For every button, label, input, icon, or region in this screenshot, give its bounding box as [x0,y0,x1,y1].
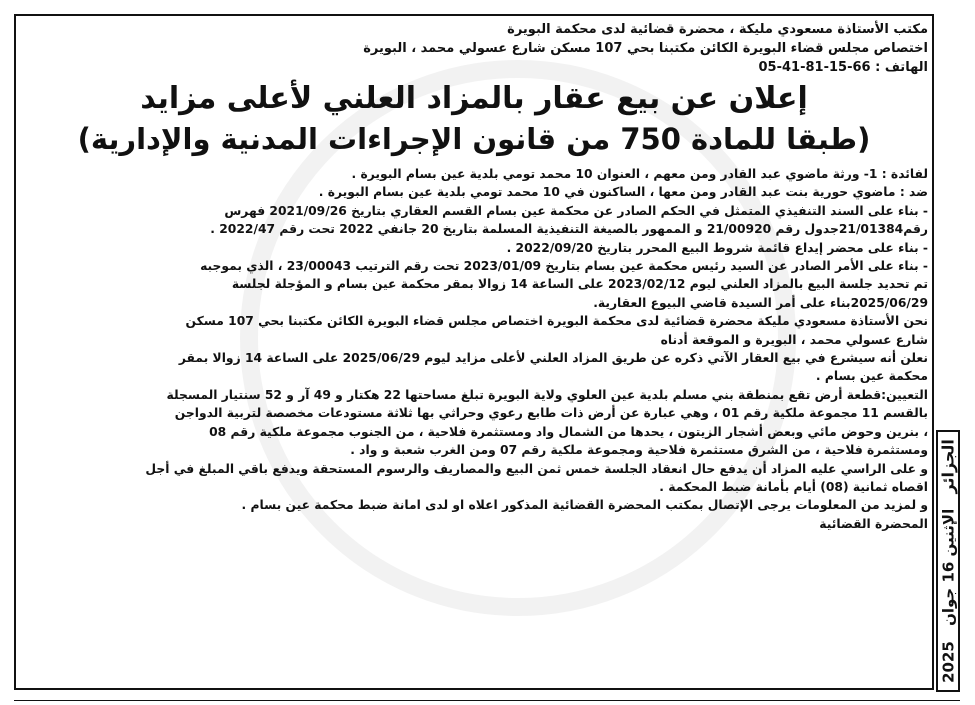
newspaper-logo: الجزائر [938,439,958,494]
body-line: ضد : ماضوي حورية بنت عبد القادر ومن معها ، الساكنون في 10 محمد تومي بلدية عين بسام البويرة . [318,185,928,200]
notice-content [20,20,928,533]
body-line: ومستثمرة فلاحية ، من الشرق مستثمرة فلاحية ومجموعة ملكية رقم 07 ومن الغرب شعبة و واد . [350,443,928,458]
body-line: لفائدة : 1- ورثة ماضوي عبد القادر ومن معهم ، العنوان 10 محمد تومي بلدية عين بسام البويرة . [351,167,928,181]
body-line: و لمزيد من المعلومات يرجى الإتصال بمكتب المحضرة القضائية المذكور اعلاه او لدى امانة ضبط محكمة عين بسام . [241,498,928,513]
bottom-rule [14,700,960,701]
header-phone: الهاتف : 66-15-81-41-05 [758,60,928,75]
body-line: و على الراسي عليه المزاد أن يدفع حال انعقاد الجلسة خمس ثمن البيع والمصاريف والرسوم المستحقة ويدفع باقي المبلغ في أجل [145,461,928,476]
body-line: نعلن أنه سيشرع في بيع العقار الآتي ذكره عن طريق المزاد العلني لأعلى مزايد ليوم 2025/06/29 على الساعة 14 زوالا بمقر [178,351,928,366]
body-line: محكمة عين بسام . [815,369,928,384]
body-line: اقصاه ثمانية (08) أيام بأمانة ضبط المحكمة . [659,479,928,494]
body-line: التعيين:قطعة أرض تقع بمنطقة بني مسلم بلدية عين العلوي ولاية البويرة تبلغ مساحتها 22 هكتار و 49 آر و 52 سنتيار المسجلة [166,387,928,402]
notice-body [20,165,928,515]
body-line: نحن الأستاذة مسعودي مليكة محضرة قضائية لدى محكمة البويرة اختصاص مجلس قضاء البويرة الكائن مكتبنا بحي 107 مسكن [185,314,928,329]
body-line: تم تحديد جلسة البيع بالمزاد العلني ليوم 2023/02/12 على الساعة 14 زوالا بمقر محكمة عين بسام و المؤجلة لجلسة [231,277,928,292]
body-line: شارع عسولي محمد ، البويرة و الموقعة أدناه [660,332,928,347]
body-line: - بناء على الأمر الصادر عن السيد رئيس محكمة عين بسام بتاريخ 2023/01/09 تحت رقم الترتيب 23/00043 ، الذي بموجبه [200,259,928,274]
header-jurisdiction: اختصاص مجلس قضاء البويرة الكائن مكتبنا بحي 107 مسكن شارع عسولي محمد ، البويرة [363,41,928,56]
body-line: - بناء على السند التنفيذي المتمثل في الحكم الصادر عن محكمة عين بسام القسم العقاري بتاريخ 2021/09/26 فهرس [224,203,928,218]
issue-year: 2025 [939,641,958,683]
newspaper-side-strip [936,430,960,692]
signature: المحضرة القضائية [819,516,928,531]
body-line: رقم21/01384جدول رقم 21/00920 و الممهور بالصيغة التنفيذية المسلمة بتاريخ 20 جانفي 2022 تحت رقم 2022/47 . [210,222,928,237]
header-office: مكتب الأستاذة مسعودي مليكة ، محضرة قضائية لدى محكمة البويرة [507,22,928,37]
body-line: بالقسم 11 مجموعة ملكية رقم 01 ، وهي عبارة عن أرض ذات طابع رعوي وحراثي بها ثلاثة مستودعات مخصصة لتربية الدواجن [174,406,928,421]
body-line: - بناء على محضر إيداع قائمة شروط البيع المحرر بتاريخ 2022/09/20 . [506,240,928,255]
body-line: ، بنرين وحوض مائي وبعض أشجار الزيتون ، يحدها من الشمال واد ومستثمرة فلاحية ، من الجنوب مجموعة ملكية رقم 08 [209,424,928,439]
issue-date: الإثنين 16 جوان [939,508,958,626]
notice-subtitle: (طبقا للمادة 750 من قانون الإجراءات المدنية والإدارية) [77,122,871,156]
body-line: 2025/06/29بناء على أمر السيدة قاضي البيوع العقارية. [593,295,928,310]
side-strip-text [939,439,958,683]
notice-title: إعلان عن بيع عقار بالمزاد العلني لأعلى مزايد [140,81,808,116]
